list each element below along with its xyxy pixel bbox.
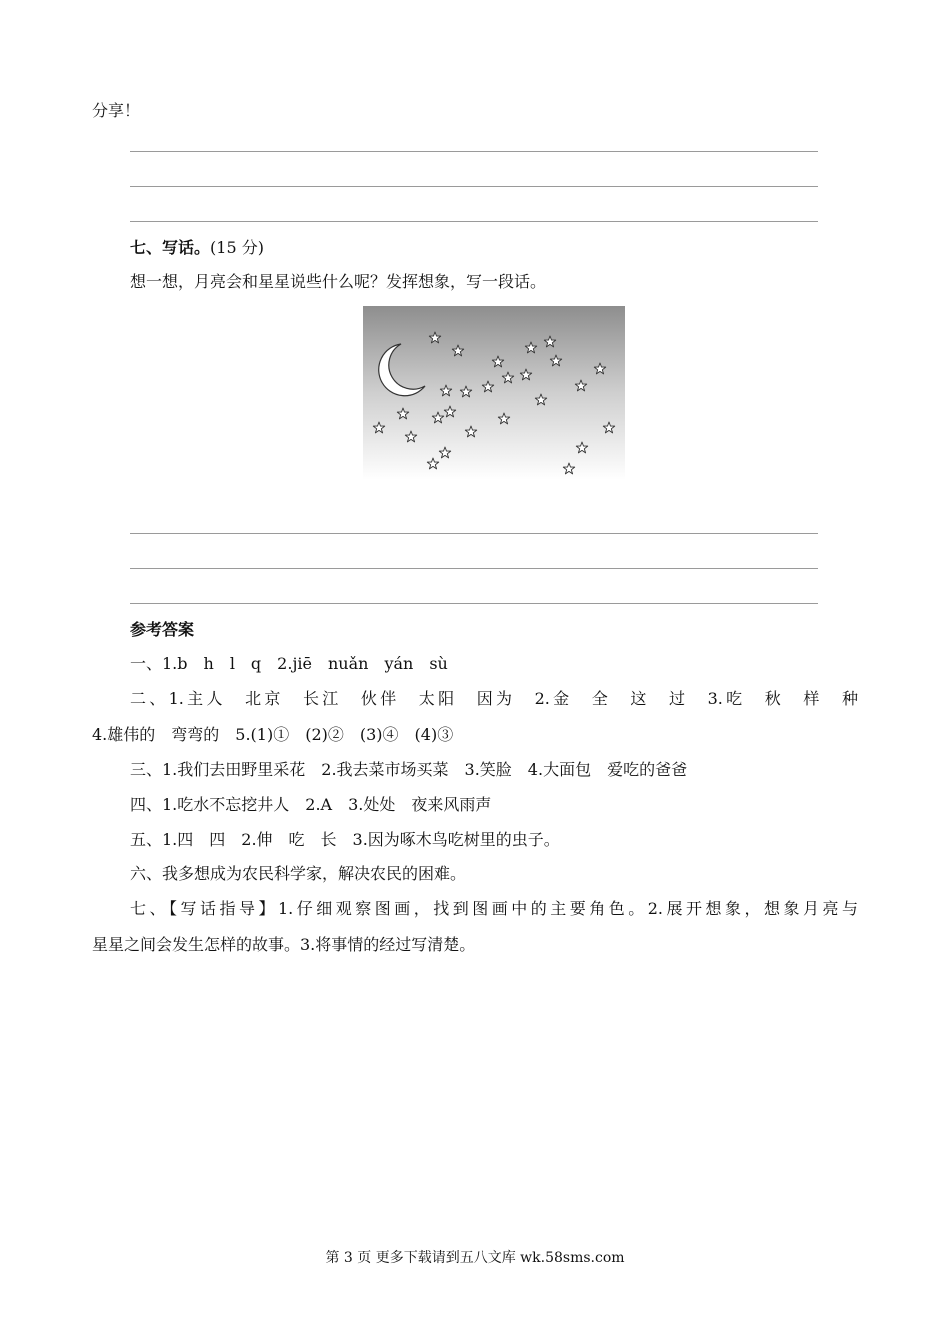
answer-line: 五、1.四 四 2.伸 吃 长 3.因为啄木鸟吃树里的虫子。 — [130, 830, 560, 849]
answer-line: 三、1.我们去田野里采花 2.我去菜市场买菜 3.笑脸 4.大面包 爱吃的爸爸 — [130, 760, 688, 779]
writing-line — [130, 533, 818, 534]
section-7-title: 七、写话。 — [130, 238, 211, 257]
section-7-score: (15 分) — [210, 238, 264, 257]
answer-line: 六、我多想成为农民科学家，解决农民的困难。 — [130, 864, 467, 883]
writing-line — [130, 151, 818, 152]
continued-text: 分享！ — [92, 101, 141, 120]
page-footer: 第 3 页 更多下载请到五八文库 wk.58sms.com — [325, 1250, 625, 1266]
answer-line: 一、1.b h l q 2.jiē nuǎn yán sù — [130, 654, 448, 673]
writing-line — [130, 221, 818, 222]
answer-line: 四、1.吃水不忘挖井人 2.A 3.处处 夜来风雨声 — [130, 795, 492, 814]
writing-line — [130, 568, 818, 569]
answer-line: 七、【写话指导】1.仔细观察图画，找到图画中的主要角色。2.展开想象，想象月亮与 — [130, 899, 858, 918]
writing-line — [130, 186, 818, 187]
section-7-heading — [130, 238, 264, 258]
answer-key-heading: 参考答案 — [130, 620, 195, 639]
answer-line: 4.雄伟的 弯弯的 5.(1)① (2)② (3)④ (4)③ — [92, 725, 454, 744]
section-7-prompt: 想一想，月亮会和星星说些什么呢？发挥想象，写一段话。 — [130, 272, 547, 291]
answer-line: 二、1.主人 北京 长江 伙伴 太阳 因为 2.金 全 这 过 3.吃 秋 样 种 — [130, 689, 858, 708]
writing-line — [130, 603, 818, 604]
answer-line: 星星之间会发生怎样的故事。3.将事情的经过写清楚。 — [92, 935, 476, 954]
moon-and-stars-picture — [363, 306, 625, 480]
